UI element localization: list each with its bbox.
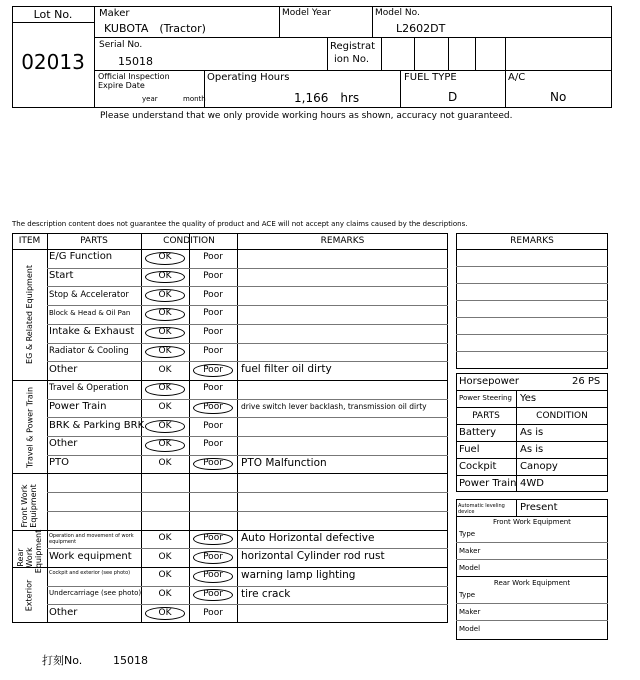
spec-part-power-train: Power Train bbox=[459, 478, 517, 489]
poor-selected-circle bbox=[193, 570, 233, 583]
stamp-value: 15018 bbox=[113, 654, 148, 667]
remark-text: horizontal Cylinder rod rust bbox=[241, 550, 385, 563]
ok-option: OK bbox=[158, 345, 172, 356]
group-label: Rear Work Equipment bbox=[15, 529, 43, 574]
ok-option: OK bbox=[158, 607, 172, 618]
part-label: Operation and movement of work equipment bbox=[49, 532, 134, 545]
ok-option: OK bbox=[158, 383, 172, 394]
ok-option: OK bbox=[158, 252, 172, 263]
poor-option: Poor bbox=[203, 532, 223, 543]
rear-maker-label: Maker bbox=[459, 608, 481, 616]
hours-value: 1,166 hrs bbox=[294, 91, 360, 105]
poor-option: Poor bbox=[203, 439, 223, 450]
col-parts-header: PARTS bbox=[80, 236, 108, 246]
part-label: Other bbox=[49, 363, 78, 375]
part-label: Travel & Operation bbox=[49, 383, 129, 393]
group-label: Front Work Equipment bbox=[20, 484, 39, 529]
part-label: Block & Head & Oil Pan bbox=[49, 308, 131, 317]
power-steering-value: Yes bbox=[520, 393, 537, 404]
fuel-value: D bbox=[448, 90, 458, 104]
poor-option: Poor bbox=[203, 420, 223, 431]
model-no-label: Model No. bbox=[375, 8, 420, 18]
ok-selected-circle bbox=[145, 383, 185, 396]
ok-option: OK bbox=[158, 420, 172, 431]
group-label: Exterior bbox=[24, 579, 34, 612]
ok-option: OK bbox=[158, 439, 172, 450]
part-label: Other bbox=[49, 438, 78, 450]
ac-label: A/C bbox=[508, 72, 526, 83]
maker-value: KUBOTA (Tractor) bbox=[104, 22, 206, 35]
horsepower-label: Horsepower bbox=[459, 376, 520, 387]
poor-option: Poor bbox=[203, 383, 223, 394]
ok-option: OK bbox=[158, 570, 172, 581]
disclaimer: The description content does not guarantee the quality of product and ACE will not accept any claims caused by the descriptions. bbox=[12, 220, 468, 228]
hours-label: Operating Hours bbox=[207, 72, 290, 83]
remark-text: fuel filter oil dirty bbox=[241, 363, 332, 376]
ok-selected-circle bbox=[145, 346, 185, 359]
ok-option: OK bbox=[158, 289, 172, 300]
month-label: month bbox=[183, 95, 206, 103]
inspection-label-2: Expire Date bbox=[98, 81, 145, 90]
remark-text: warning lamp lighting bbox=[241, 569, 356, 581]
poor-option: Poor bbox=[203, 570, 223, 581]
ok-option: OK bbox=[158, 308, 172, 319]
ok-selected-circle bbox=[145, 439, 185, 452]
poor-selected-circle bbox=[193, 551, 233, 564]
spec-part-cockpit: Cockpit bbox=[459, 461, 497, 472]
fuel-label: FUEL TYPE bbox=[404, 72, 457, 83]
poor-option: Poor bbox=[203, 588, 223, 599]
poor-selected-circle bbox=[193, 364, 233, 377]
part-label: Cockpit and exterior (see photo) bbox=[49, 569, 131, 576]
ok-selected-circle bbox=[145, 289, 185, 302]
spec-cond-fuel: As is bbox=[520, 444, 544, 455]
poor-option: Poor bbox=[203, 364, 223, 375]
col-remarks-header: REMARKS bbox=[320, 236, 365, 246]
poor-option: Poor bbox=[203, 401, 223, 412]
part-label: Start bbox=[49, 270, 74, 282]
poor-option: Poor bbox=[203, 252, 223, 263]
part-label: PTO bbox=[49, 457, 70, 469]
ok-option: OK bbox=[158, 401, 172, 412]
rear-type-label: Type bbox=[459, 591, 476, 599]
condition-header: CONDITION bbox=[536, 411, 588, 421]
serial-value: 15018 bbox=[118, 55, 153, 68]
col-condition-header: CONDITION bbox=[163, 236, 215, 246]
ok-option: OK bbox=[158, 551, 172, 562]
part-label: BRK & Parking BRK bbox=[49, 419, 145, 431]
part-label: Radiator & Cooling bbox=[49, 345, 129, 356]
part-label: Other bbox=[49, 606, 78, 618]
ok-option: OK bbox=[158, 458, 172, 469]
lot-label: Lot No. bbox=[33, 8, 73, 21]
rear-work-title: Rear Work Equipment bbox=[493, 579, 571, 587]
serial-label: Serial No. bbox=[99, 40, 143, 50]
horsepower-value: 26 PS bbox=[572, 376, 601, 387]
auto-leveling-value: Present bbox=[520, 502, 558, 513]
front-work-title: Front Work Equipment bbox=[493, 518, 571, 526]
ok-option: OK bbox=[158, 271, 172, 282]
front-model-label: Model bbox=[459, 564, 481, 572]
spec-part-battery: Battery bbox=[459, 427, 497, 438]
poor-option: Poor bbox=[203, 327, 223, 338]
ac-value: No bbox=[550, 90, 567, 104]
inspection-label-1: Official Inspection bbox=[98, 72, 170, 81]
poor-option: Poor bbox=[203, 607, 223, 618]
poor-selected-circle bbox=[193, 402, 233, 415]
front-maker-label: Maker bbox=[459, 547, 481, 555]
poor-option: Poor bbox=[203, 271, 223, 282]
poor-option: Poor bbox=[203, 345, 223, 356]
maker-label: Maker bbox=[99, 8, 130, 19]
poor-option: Poor bbox=[203, 551, 223, 562]
ok-selected-circle bbox=[145, 607, 185, 620]
remarks-box bbox=[456, 233, 608, 369]
ok-option: OK bbox=[158, 588, 172, 599]
part-label: Intake & Exhaust bbox=[49, 326, 135, 338]
spec-cond-cockpit: Canopy bbox=[520, 461, 558, 472]
auto-leveling-label: Automatic leveling device bbox=[458, 503, 505, 515]
poor-option: Poor bbox=[203, 308, 223, 319]
remark-text: PTO Malfunction bbox=[241, 456, 327, 469]
year-label: year bbox=[142, 95, 158, 103]
ok-option: OK bbox=[158, 364, 172, 375]
poor-selected-circle bbox=[193, 533, 233, 546]
ok-option: OK bbox=[158, 327, 172, 338]
part-label: E/G Function bbox=[49, 251, 113, 263]
poor-option: Poor bbox=[203, 458, 223, 469]
power-steering-label: Power Steering bbox=[459, 394, 512, 402]
model-year-label: Model Year bbox=[282, 8, 331, 18]
remark-text: drive switch lever backlash, transmission oil dirty bbox=[241, 402, 427, 412]
model-no-value: L2602DT bbox=[396, 22, 446, 35]
part-label: Work equipment bbox=[49, 550, 132, 562]
spec-cond-power-train: 4WD bbox=[520, 478, 544, 489]
ok-selected-circle bbox=[145, 420, 185, 433]
hours-note: Please understand that we only provide working hours as shown, accuracy not guaranteed. bbox=[100, 111, 513, 121]
poor-selected-circle bbox=[193, 589, 233, 602]
poor-option: Poor bbox=[203, 289, 223, 300]
parts-header: PARTS bbox=[472, 411, 500, 421]
ok-selected-circle bbox=[145, 308, 185, 321]
part-label: Power Train bbox=[49, 400, 107, 412]
lot-value: 02013 bbox=[21, 50, 85, 74]
spec-cond-battery: As is bbox=[520, 427, 544, 438]
stamp-label: 打刻No. bbox=[42, 654, 83, 667]
part-label: Stop & Accelerator bbox=[49, 289, 129, 300]
group-label: Travel & Power Train bbox=[25, 386, 34, 468]
remarks-header: REMARKS bbox=[510, 236, 554, 246]
col-item-header: ITEM bbox=[18, 236, 41, 246]
remark-text: Auto Horizontal defective bbox=[241, 531, 375, 544]
group-label: EG & Related Equipment bbox=[25, 265, 35, 365]
registration-label-2: ion No. bbox=[334, 54, 370, 65]
registration-label-1: Registrat bbox=[330, 41, 376, 52]
ok-option: OK bbox=[158, 532, 172, 543]
front-type-label: Type bbox=[459, 530, 476, 538]
remark-text: tire crack bbox=[241, 587, 291, 600]
part-label: Undercarriage (see photo) bbox=[49, 589, 142, 598]
rear-model-label: Model bbox=[459, 625, 481, 633]
spec-part-fuel: Fuel bbox=[459, 444, 480, 455]
ok-selected-circle bbox=[145, 252, 185, 265]
